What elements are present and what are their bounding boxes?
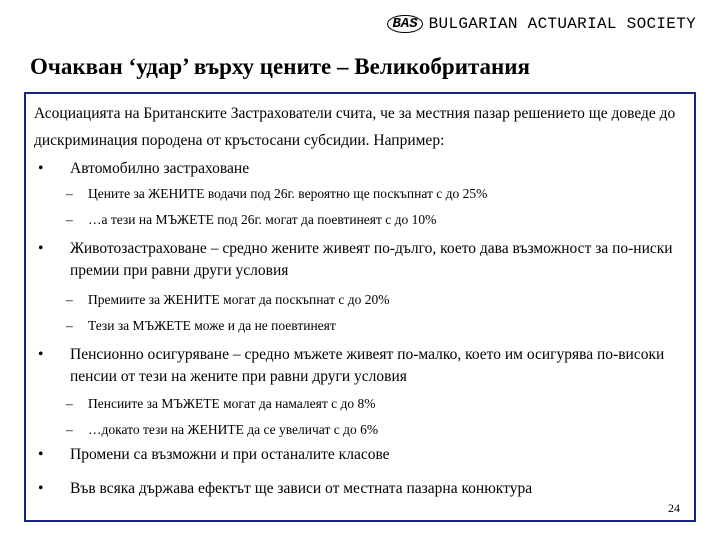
sub-item-text: …докато тези на ЖЕНИТЕ да се увеличат с до 6%	[88, 422, 379, 437]
bullet-mark: •	[38, 480, 44, 497]
bullet-auto-insurance	[34, 158, 686, 180]
dash-mark: –	[66, 396, 73, 411]
sub-item-text: Пенсиите за МЪЖЕТЕ могат да намалеят с до 8%	[88, 396, 376, 411]
sub-item	[34, 396, 686, 412]
bullet-mark: •	[38, 446, 44, 463]
bullet-life-insurance	[34, 238, 686, 282]
dash-mark: –	[66, 422, 73, 437]
bullet-market-effect	[34, 478, 686, 500]
bas-logo: BAS	[387, 15, 422, 33]
bullet-other-classes	[34, 444, 686, 466]
bullet-text: Животозастраховане – средно жените живеят по-дълго, което дава възможност за по-ниски премии при равни други условия	[70, 240, 673, 279]
sub-item-text: Тези за МЪЖЕТЕ може и да не поевтинеят	[88, 318, 336, 333]
bullet-pension	[34, 344, 686, 388]
sub-item	[34, 422, 686, 438]
sub-item	[34, 292, 686, 308]
sub-item	[34, 186, 686, 202]
dash-mark: –	[66, 212, 73, 227]
bullet-text: Автомобилно застраховане	[70, 160, 250, 177]
sub-item	[34, 318, 686, 334]
bullet-text: Пенсионно осигуряване – средно мъжете живеят по-малко, което им осигурява по-високи пенсии от тези на жените при равни други условия	[70, 346, 665, 385]
bullet-mark: •	[38, 160, 44, 177]
bullet-text: Във всяка държава ефектът ще зависи от местната пазарна конюктура	[70, 480, 533, 497]
bullet-mark: •	[38, 346, 44, 363]
dash-mark: –	[66, 318, 73, 333]
sub-item-text: Цените за ЖЕНИТЕ водачи под 26г. вероятно ще поскъпнат с до 25%	[88, 186, 488, 201]
sub-item	[34, 212, 686, 228]
sub-item-text: …а тези на МЪЖЕТЕ под 26г. могат да поевтинеят с до 10%	[88, 212, 437, 227]
organization-name: BULGARIAN ACTUARIAL SOCIETY	[428, 15, 696, 33]
header	[387, 12, 696, 36]
page-number: 24	[668, 501, 680, 515]
bullet-text: Промени са възможни и при останалите класове	[70, 446, 390, 463]
dash-mark: –	[66, 186, 73, 201]
content-box	[24, 92, 696, 522]
intro-paragraph: Асоциацията на Британските Застрахователи счита, че за местния пазар решението ще доведе до дискриминация породена от кръстосани субсидии. Например:	[34, 105, 676, 149]
sub-item-text: Премиите за ЖЕНИТЕ могат да поскъпнат с до 20%	[88, 292, 390, 307]
dash-mark: –	[66, 292, 73, 307]
bullet-mark: •	[38, 240, 44, 257]
slide-title: Очакван ‘удар’ върху цените – Великобритания	[30, 54, 530, 79]
